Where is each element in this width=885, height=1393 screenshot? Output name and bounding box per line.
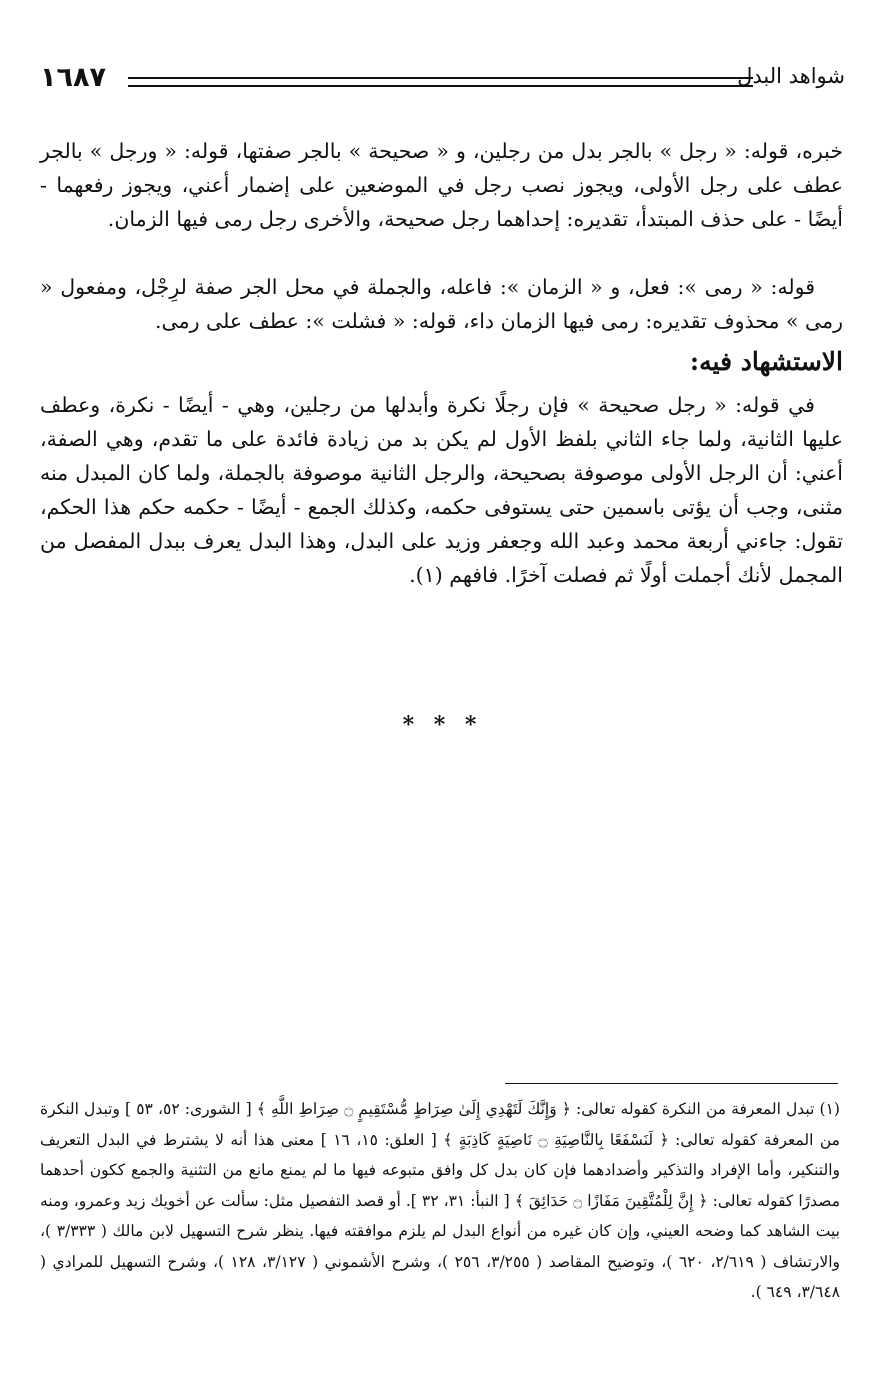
running-title: شواهد البدل [737,64,845,88]
section-separator: * * * [402,712,483,738]
header-double-rule [128,77,753,87]
running-head [40,62,845,98]
section-heading: الاستشهاد فيه: [689,347,843,376]
footnote-1: (١) تبدل المعرفة من النكرة كقوله تعالى: ﴿ وَإِنَّكَ لَتَهْدِي إِلَىٰ صِرَاطٍ مُّسْتَقِيمٍ ۝ صِرَاطِ اللَّهِ ﴾ [ الشورى: ٥٢، ٥٣ ] وتبدل النكرة من المعرفة كقوله تعالى: ﴿ لَنَسْفَعًا بِالنَّاصِيَةِ ۝ نَاصِيَةٍ كَاذِبَةٍ ﴾ [ العلق: ١٥، ١٦ ] معنى هذا أنه لا يشترط في البدل التعريف والتنكير، وأما الإفراد والتذكير وأضدادهما فإن كان بدل كل وافق متبوعه فيها ما لم يمنع مانع من التثنية والجمع ككون أحدهما مصدرًا كقوله تعالى: ﴿ إِنَّ لِلْمُتَّقِينَ مَفَازًا ۝ حَدَائِقَ ﴾ [ النبأ: ٣١، ٣٢ ]. أو قصد التفصيل مثل: سألت عن أخويك زيد وعمرو، ومنه بيت الشاهد كما وضحه العيني، وإن كان غيره من أنواع البدل لم يلزم موافقته فيها. ينظر شرح التسهيل لابن مالك ( ٣/٣٣٣ )، والارتشاف ( ٢/٦١٩، ٦٢٠ )، وتوضيح المقاصد ( ٣/٢٥٥، ٢٥٦ )، وشرح الأشموني ( ٣/١٢٧، ١٢٨ )، وشرح التسهيل للمرادي ( ٣/٦٤٨، ٦٤٩ ). [40,1100,841,1301]
footnotes [40,1094,840,1308]
paragraph-verb-analysis: قوله: « رمى »: فعل، و « الزمان »: فاعله، والجملة في محل الجر صفة لرِجْل، ومفعول « رمى » محذوف تقديره: رمى فيها الزمان داء، قوله: « فشلت »: عطف على رمى. [40,275,843,333]
paragraph-grammar-analysis: خبره، قوله: « رجل » بالجر بدل من رجلين، و « صحيحة » بالجر صفتها، قوله: « ورجل » بالجر عطف على رجل الأولى، ويجوز نصب رجل في الموضعين على إضمار أعني، ويجوز رفعهما - أيضًا - على حذف المبتدأ، تقديره: إحداهما رجل صحيحة، والأخرى رجل رمى فيها الزمان. [40,139,843,231]
main-text [40,134,843,660]
page-number: ١٦٨٧ [40,62,106,93]
paragraph-evidence: في قوله: « رجل صحيحة » فإن رجلًا نكرة وأبدلها من رجلين، وهي - أيضًا - نكرة، وعطف عليها الثانية، ولما جاء الثاني بلفظ الأول لم يكن بد من زيادة فائدة على ما تقدم، وهي الصفة، أعني: أن الرجل الأولى موصوفة بصحيحة، والرجل الثانية موصوفة بالجملة، ولما كان المبدل منه مثنى، وجب أن يؤتى باسمين حتى يستوفى حكمه، وكذلك الجمع - أيضًا - حكمه حكم هذا الحكم، تقول: جاءني أربعة محمد وعبد الله وجعفر وزيد على البدل، وهذا البدل يعرف ببدل المفصل من المجمل لأنك أجملت أولًا ثم فصلت آخرًا. فافهم (١). [40,393,843,587]
footnote-rule [505,1083,838,1084]
